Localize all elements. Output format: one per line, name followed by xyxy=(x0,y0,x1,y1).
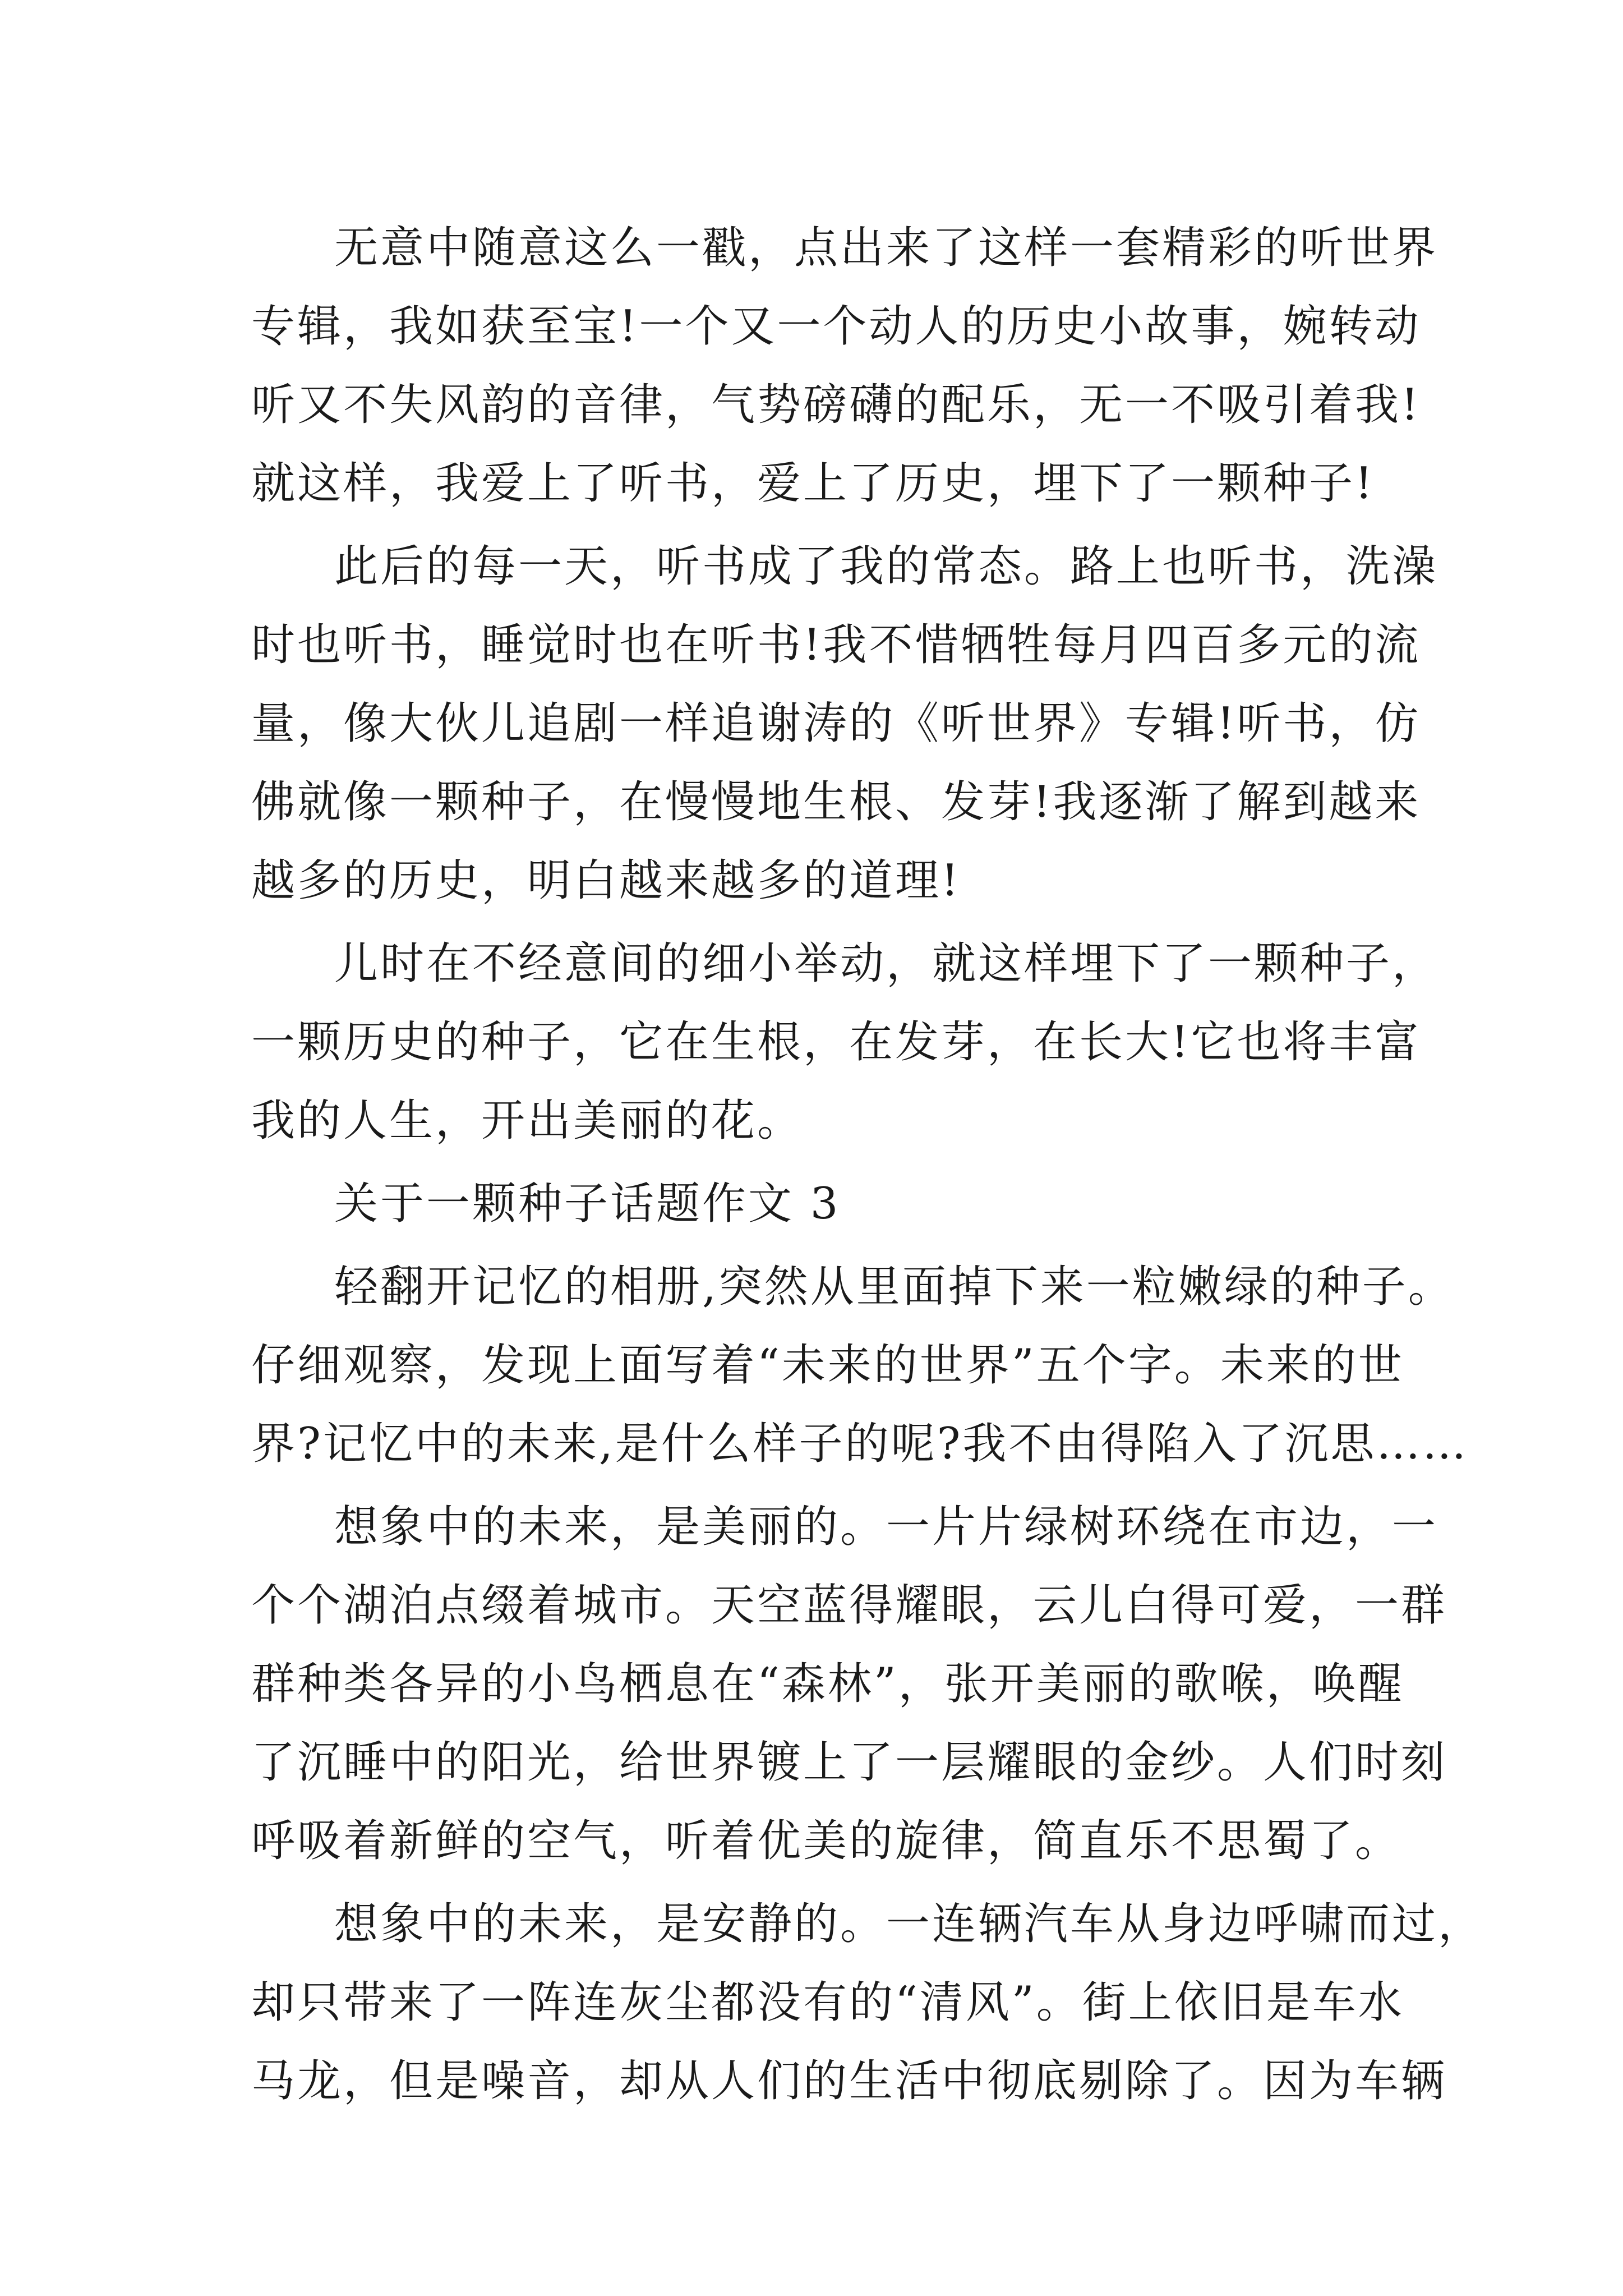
paragraph-line: 量，像大伙儿追剧一样追谢涛的《听世界》专辑!听书，仿 xyxy=(251,698,1421,749)
paragraph-line: 儿时在不经意间的细小举动，就这样埋下了一颗种子， xyxy=(334,938,1438,989)
paragraph-line: 个个湖泊点缀着城市。天空蓝得耀眼，云儿白得可爱，一群 xyxy=(251,1580,1447,1631)
paragraph-line: 佛就像一颗种子，在慢慢地生根、发芽!我逐渐了解到越来 xyxy=(251,777,1421,827)
paragraph-line: 我的人生，开出美丽的花。 xyxy=(251,1096,804,1146)
paragraph-line: 呼吸着新鲜的空气，听着优美的旋律，简直乐不思蜀了。 xyxy=(251,1816,1401,1866)
paragraph-line: 群种类各异的小鸟栖息在“森林”，张开美丽的歌喉，唤醒 xyxy=(251,1659,1404,1709)
paragraph-line: 想象中的未来，是美丽的。一片片绿树环绕在市边，一 xyxy=(334,1502,1438,1552)
paragraph-line: 界?记忆中的未来,是什么样子的呢?我不由得陷入了沉思…… xyxy=(251,1419,1469,1469)
paragraph-line: 一颗历史的种子，它在生根，在发芽，在长大!它也将丰富 xyxy=(251,1017,1421,1068)
paragraph-line: 越多的历史，明白越来越多的道理! xyxy=(251,855,961,906)
paragraph-line: 此后的每一天，听书成了我的常态。路上也听书，洗澡 xyxy=(334,541,1438,592)
paragraph-line: 仔细观察，发现上面写着“未来的世界”五个字。未来的世 xyxy=(251,1340,1404,1391)
paragraph-line: 了沉睡中的阳光，给世界镀上了一层耀眼的金纱。人们时刻 xyxy=(251,1737,1447,1788)
paragraph-line: 无意中随意这么一戳，点出来了这样一套精彩的听世界 xyxy=(334,223,1438,273)
paragraph-line: 马龙，但是噪音，却从人们的生活中彻底剔除了。因为车辆 xyxy=(251,2056,1447,2106)
section-title: 关于一颗种子话题作文 3 xyxy=(334,1179,841,1229)
paragraph-line: 却只带来了一阵连灰尘都没有的“清风”。街上依旧是车水 xyxy=(251,1977,1404,2028)
paragraph-line: 时也听书，睡觉时也在听书!我不惜牺牲每月四百多元的流 xyxy=(251,620,1421,670)
paragraph-line: 听又不失风韵的音律，气势磅礴的配乐，无一不吸引着我! xyxy=(251,380,1421,430)
paragraph-line: 就这样，我爱上了听书，爱上了历史，埋下了一颗种子! xyxy=(251,458,1375,509)
paragraph-line: 专辑，我如获至宝!一个又一个动人的历史小故事，婉转动 xyxy=(251,301,1421,352)
paragraph-line: 想象中的未来，是安静的。一连辆汽车从身边呼啸而过， xyxy=(334,1899,1484,1949)
paragraph-line: 轻翻开记忆的相册,突然从里面掉下来一粒嫩绿的种子。 xyxy=(334,1262,1454,1312)
